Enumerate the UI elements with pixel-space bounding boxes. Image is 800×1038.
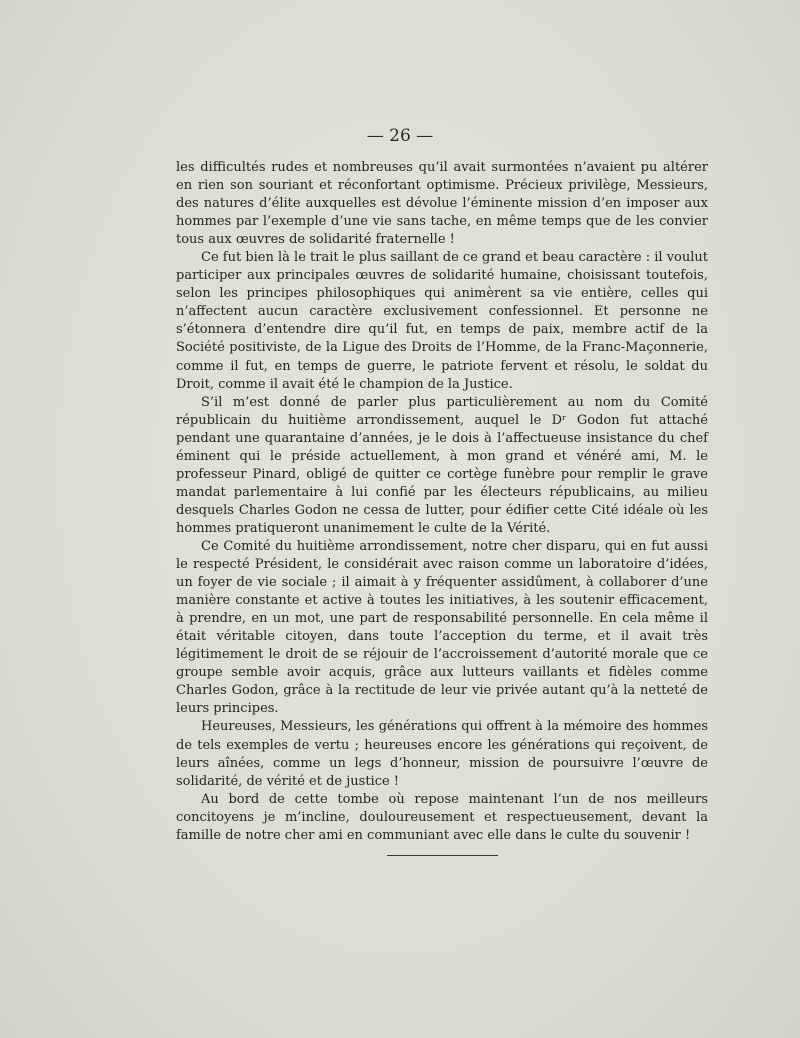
paragraph-4: Ce Comité du huitième arrondissement, notre cher disparu, qui en fut aussi le respecté Président, le considérait avec raison comme un laboratoire d’idées, un foyer de vie sociale ; il aimait à y fréquenter assidûment, à collaborer d’une manière constante et active à toutes les initiatives, à les soutenir efficacement, à prendre, en un mot, une part de responsabilité personnelle. En cela même il était véritable citoyen, dans toute l’acception du terme, et il avait très légitimement le droit de se réjouir de l’accroissement d’autorité morale que ce groupe semble avoir acquis, grâce aux lutteurs vaillants et fidèles comme Charles Godon, grâce à la rectitude de leur vie privée autant qu’à la netteté de leurs principes. — [176, 538, 708, 717]
paragraph-2: Ce fut bien là le trait le plus saillant de ce grand et beau caractère : il voulut participer aux principales œuvres de solidarité humaine, choisissant toutefois, selon les principes philosophiques qui animèrent sa vie entière, celles qui n’affectent aucun caractère exclusivement confessionnel. Et personne ne s’étonnera d’entendre dire qu’il fut, en temps de paix, membre actif de la Société positiviste, de la Ligue des Droits de l’Homme, de la Franc-Maçonnerie, comme il fut, en temps de guerre, le patriote fervent et résolu, le soldat du Droit, comme il avait été le champion de la Justice. — [176, 250, 708, 392]
paragraph-3: S’il m’est donné de parler plus particulièrement au nom du Comité républicain du huitième arrondissement, auquel le Dʳ Godon fut attaché pendant une quarantaine d’années, je le dois à l’affectueuse insistance du chef éminent qui le préside actuellement, à mon grand et vénéré ami, M. le professeur Pinard, obligé de quitter ce cortège funèbre pour remplir le grave mandat parlementaire à lui confié par les électeurs républicains, au milieu desquels Charles Godon ne cessa de lutter, pour édifier cette Cité idéale où les hommes pratiqueront unanimement le culte de la Vérité. — [176, 394, 708, 536]
paragraph-5: Heureuses, Messieurs, les générations qui offrent à la mémoire des hommes de tels exemples de vertu ; heureuses encore les générations qui reçoivent, de leurs aînées, comme un legs d’honneur, mission de poursuivre l’œuvre de solidarité, de vérité et de justice ! — [176, 719, 708, 789]
closing-rule — [387, 855, 498, 856]
body-text — [176, 159, 708, 845]
paragraph-6: Au bord de cette tombe où repose maintenant l’un de nos meilleurs concitoyens je m’incline, douloureusement et respectueusement, devant la famille de notre cher ami en communiant avec elle dans le culte du souvenir ! — [176, 791, 708, 843]
paragraph-1: les difficultés rudes et nombreuses qu’il avait surmontées n’avaient pu altérer en rien son souriant et réconfortant optimisme. Précieux privilège, Messieurs, des natures d’élite auxquelles est dévolue l’éminente mission d’en imposer aux hommes par l’exemple d’une vie sans tache, en même temps que de les convier tous aux œuvres de solidarité fraternelle ! — [176, 160, 708, 248]
page-number: — 26 — — [366, 126, 434, 146]
